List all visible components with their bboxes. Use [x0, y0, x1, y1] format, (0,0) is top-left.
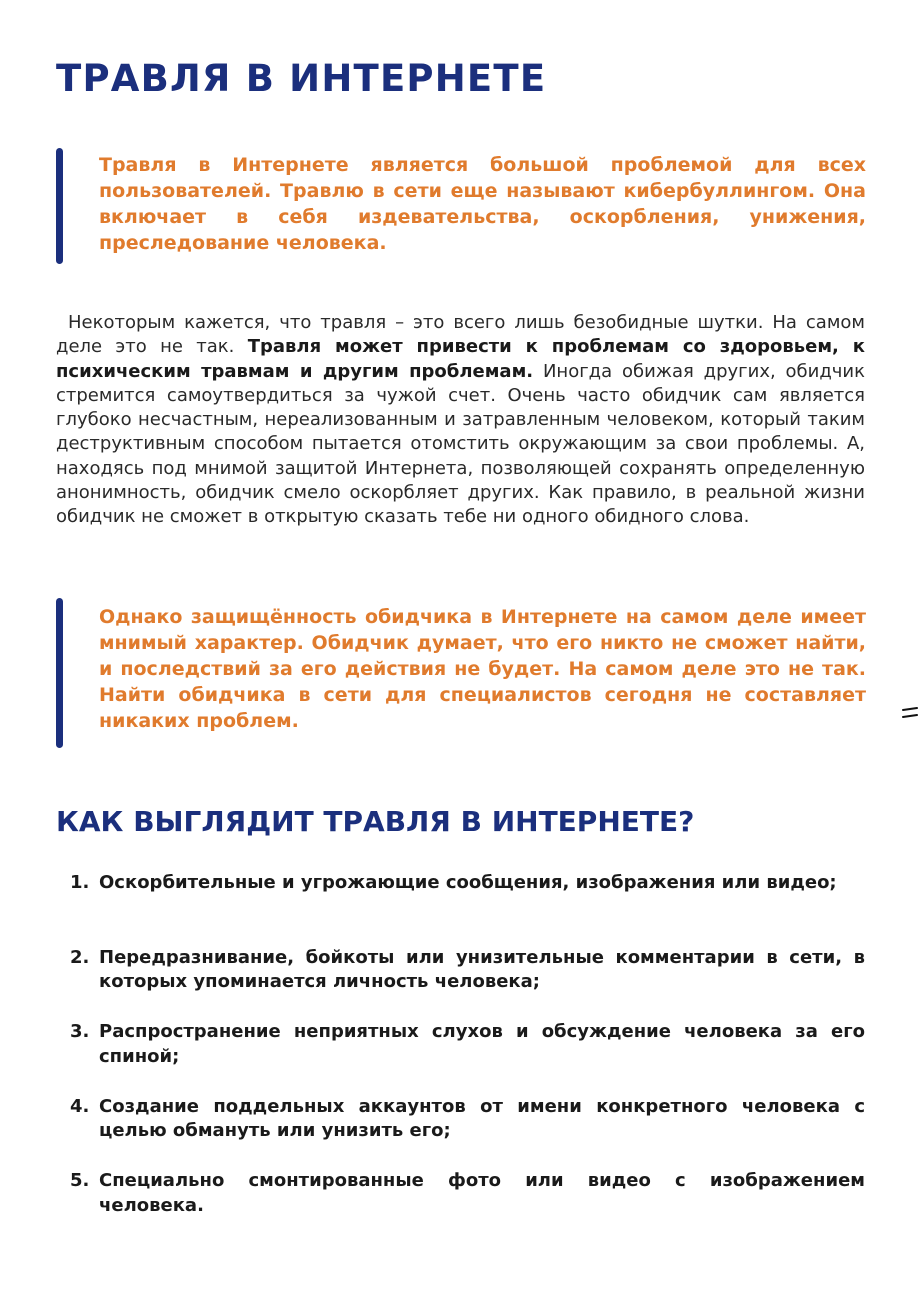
body-rest: Иногда обижая других, обидчик стремится самоутвердиться за чужой счет. Очень часто обидчик сам является глубоко несчастным, нереализованным и затравленным человеком, который таким деструктивным способом пытается отомстить окружающим за свои проблемы. А, находясь под мнимой защитой Интернета, позволяющей сохранять определенную анонимность, обидчик смело оскорбляет других. Как правило, в реальной жизни обидчик не сможет в открытую сказать тебе ни одного обидного слова.: [56, 360, 865, 528]
body-lead: Некоторым кажется, что травля – это всего лишь безобидные шутки. На самом деле это не так.: [56, 312, 865, 358]
list-item-text: Оскорбительные и угрожающие сообщения, изображения или видео;: [99, 872, 837, 893]
list-item-text: Создание поддельных аккаунтов от имени конкретного человека с целью обмануть или унизить его;: [99, 1095, 865, 1141]
page-edge-mark: [902, 706, 918, 720]
list-item-number: 1.: [70, 872, 90, 893]
list-item: [56, 871, 865, 946]
list-item-number: 5.: [70, 1170, 90, 1191]
list-item: [56, 1020, 865, 1095]
callout-accent-bar: [56, 598, 63, 748]
list-item: [56, 1095, 865, 1170]
list-item-text: Распространение неприятных слухов и обсуждение человека за его спиной;: [99, 1021, 865, 1067]
intro-callout-text: Травля в Интернете является большой проблемой для всех пользователей. Травлю в сети еще называют кибербуллингом. Она включает в себя издевательства, оскорбления, унижения, преследование человека.: [99, 154, 866, 254]
bullying-forms-list: [56, 871, 865, 1244]
body-paragraph: [56, 311, 865, 530]
list-item: [56, 946, 865, 1021]
body-bold-statement: Травля может привести к проблемам со здоровьем, к психическим травмам и другим проблемам.: [56, 336, 865, 382]
list-item-text: Специально смонтированные фото или видео с изображением человека.: [99, 1170, 865, 1216]
list-item-text: Передразнивание, бойкоты или унизительные комментарии в сети, в которых упоминается личность человека;: [99, 946, 865, 992]
list-item: [56, 1169, 865, 1244]
list-item-number: 2.: [70, 946, 90, 968]
intro-callout: [56, 148, 866, 264]
callout-accent-bar: [56, 148, 63, 264]
second-callout-text: Однако защищённость обидчика в Интернете на самом деле имеет мнимый характер. Обидчик думает, что его никто не сможет найти, и последствий за его действия не будет. На самом деле это не так. Найти обидчика в сети для специалистов сегодня не составляет никаких проблем.: [99, 606, 866, 732]
list-item-number: 3.: [70, 1021, 90, 1042]
list-item-number: 4.: [70, 1095, 90, 1117]
second-callout: [56, 598, 866, 748]
page-title: ТРАВЛЯ В ИНТЕРНЕТЕ: [56, 57, 547, 100]
section-heading: КАК ВЫГЛЯДИТ ТРАВЛЯ В ИНТЕРНЕТЕ?: [56, 805, 695, 838]
